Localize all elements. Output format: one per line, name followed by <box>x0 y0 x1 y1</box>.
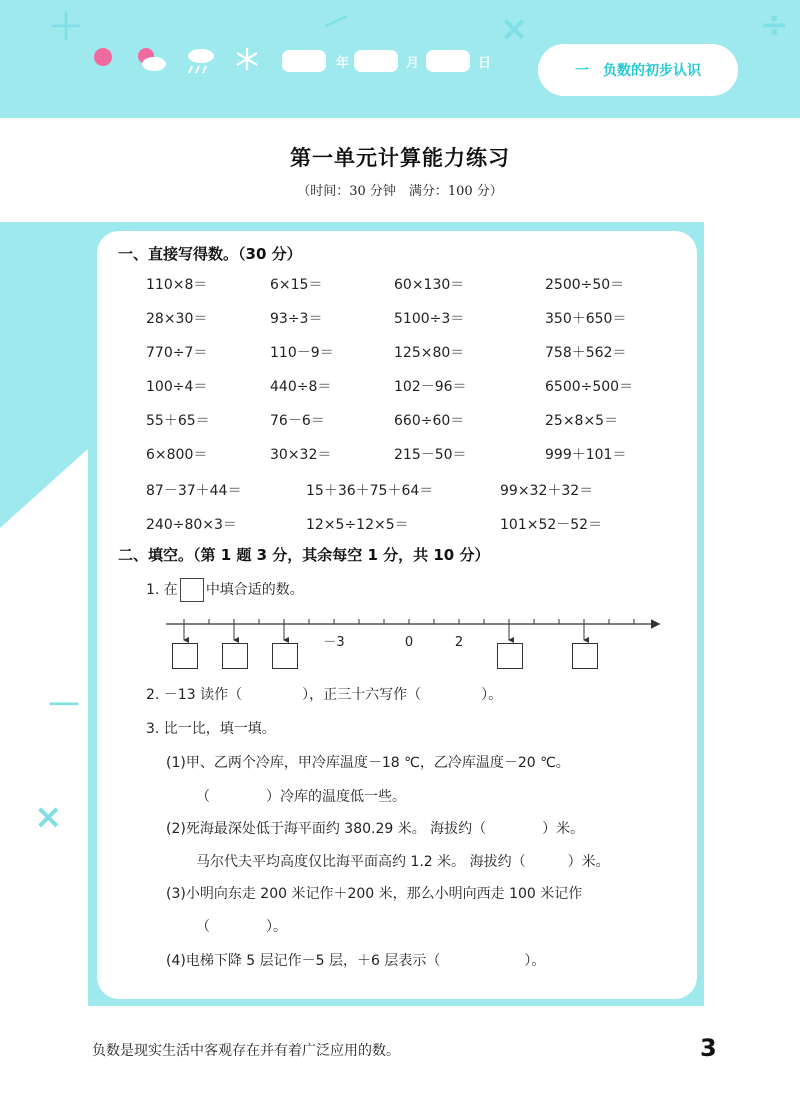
question-3-3: (3)小明向东走 200 米记作＋200 米，那么小明向西走 100 米记作 <box>166 886 583 902</box>
unit-badge: 一 负数的初步认识 <box>538 44 738 96</box>
problem: 110－9＝ <box>270 345 334 361</box>
day-label: 日 <box>478 56 492 71</box>
snow-icon <box>234 46 260 72</box>
problem: 30×32＝ <box>270 447 332 463</box>
question-2-part-a: 2. －13 读作（ <box>146 687 243 703</box>
problem: 99×32＋32＝ <box>500 483 594 499</box>
tick-label: 2 <box>454 635 464 650</box>
problem: 2500÷50＝ <box>545 277 625 293</box>
problem: 6×15＝ <box>270 277 323 293</box>
problem: 6500÷500＝ <box>545 379 634 395</box>
example-box <box>180 578 204 602</box>
problem: 770÷7＝ <box>146 345 208 361</box>
question-3-3-answer[interactable]: （ ）。 <box>196 919 287 935</box>
problem: 215－50＝ <box>394 447 467 463</box>
problem: 55＋65＝ <box>146 413 210 429</box>
section2-heading: 二、填空。（第 1 题 3 分，其余每空 1 分，共 10 分） <box>118 546 490 564</box>
month-label: 月 <box>406 56 420 71</box>
divide-decoration-icon: ÷ <box>760 5 789 45</box>
answer-box[interactable] <box>272 643 298 669</box>
answer-box[interactable] <box>572 643 598 669</box>
problem: 87－37＋44＝ <box>146 483 242 499</box>
problem: 15＋36＋75＋64＝ <box>306 483 434 499</box>
problem: 350＋650＝ <box>545 311 627 327</box>
page-subtitle: （时间：30 分钟 满分：100 分） <box>297 184 503 199</box>
question-3-1: (1)甲、乙两个冷库，甲冷库温度－18 ℃，乙冷库温度－20 ℃。 <box>166 755 570 771</box>
tick-label: 0 <box>404 635 414 650</box>
problem: 999＋101＝ <box>545 447 627 463</box>
question-3-4: (4)电梯下降 5 层记作－5 层，＋6 层表示（ ）。 <box>166 953 546 969</box>
problem: 12×5÷12×5＝ <box>306 517 409 533</box>
question-3-1-answer[interactable]: （ ）冷库的温度低一些。 <box>196 789 406 805</box>
problem: 5100÷3＝ <box>394 311 465 327</box>
times-side-decoration-icon: × <box>34 797 63 837</box>
problem: 25×8×5＝ <box>545 413 619 429</box>
page-title: 第一单元计算能力练习 <box>290 145 510 170</box>
question-2 <box>146 684 502 704</box>
problem: 6×800＝ <box>146 447 208 463</box>
minus-decoration-icon: － <box>315 0 358 45</box>
answer-box[interactable] <box>497 643 523 669</box>
problem: 240÷80×3＝ <box>146 517 237 533</box>
question-2-part-c: ）。 <box>481 687 503 703</box>
rain-icon <box>184 46 218 76</box>
problem: 93÷3＝ <box>270 311 323 327</box>
problem: 101×52－52＝ <box>500 517 603 533</box>
sun-cloud-icon <box>134 46 168 74</box>
plus-decoration-icon: ＋ <box>48 7 85 48</box>
problem: 660÷60＝ <box>394 413 465 429</box>
problem: 102－96＝ <box>394 379 467 395</box>
question-1-prefix: 1. 在 <box>146 582 178 598</box>
year-label: 年 <box>336 56 350 71</box>
times-decoration-icon: × <box>500 9 529 49</box>
minus-side-decoration-icon: － <box>46 685 83 726</box>
section1-heading: 一、直接写得数。（30 分） <box>118 245 302 263</box>
problem: 28×30＝ <box>146 311 208 327</box>
answer-box[interactable] <box>222 643 248 669</box>
problem: 125×80＝ <box>394 345 465 361</box>
question-2-part-b: ），正三十六写作（ <box>302 687 422 703</box>
answer-box[interactable] <box>172 643 198 669</box>
question-3-2-b: 马尔代夫平均高度仅比海平面高约 1.2 米。 海拔约（ ）米。 <box>196 854 610 870</box>
footer-note: 负数是现实生活中客观存在并有着广泛应用的数。 <box>92 1043 400 1059</box>
page-number: 3 <box>700 1034 717 1062</box>
problem: 440÷8＝ <box>270 379 332 395</box>
problem: 758＋562＝ <box>545 345 627 361</box>
year-field[interactable] <box>282 50 326 72</box>
problem: 60×130＝ <box>394 277 465 293</box>
question-3-2: (2)死海最深处低于海平面约 380.29 米。 海拔约（ ）米。 <box>166 821 585 837</box>
question-3: 3. 比一比，填一填。 <box>146 721 276 737</box>
question-1-suffix: 中填合适的数。 <box>205 582 304 598</box>
problem: 100÷4＝ <box>146 379 208 395</box>
question-1 <box>146 578 304 602</box>
problem: 110×8＝ <box>146 277 208 293</box>
day-field[interactable] <box>426 50 470 72</box>
sun-icon <box>92 46 114 68</box>
tick-label: －3 <box>323 635 345 650</box>
month-field[interactable] <box>354 50 398 72</box>
problem: 76－6＝ <box>270 413 325 429</box>
